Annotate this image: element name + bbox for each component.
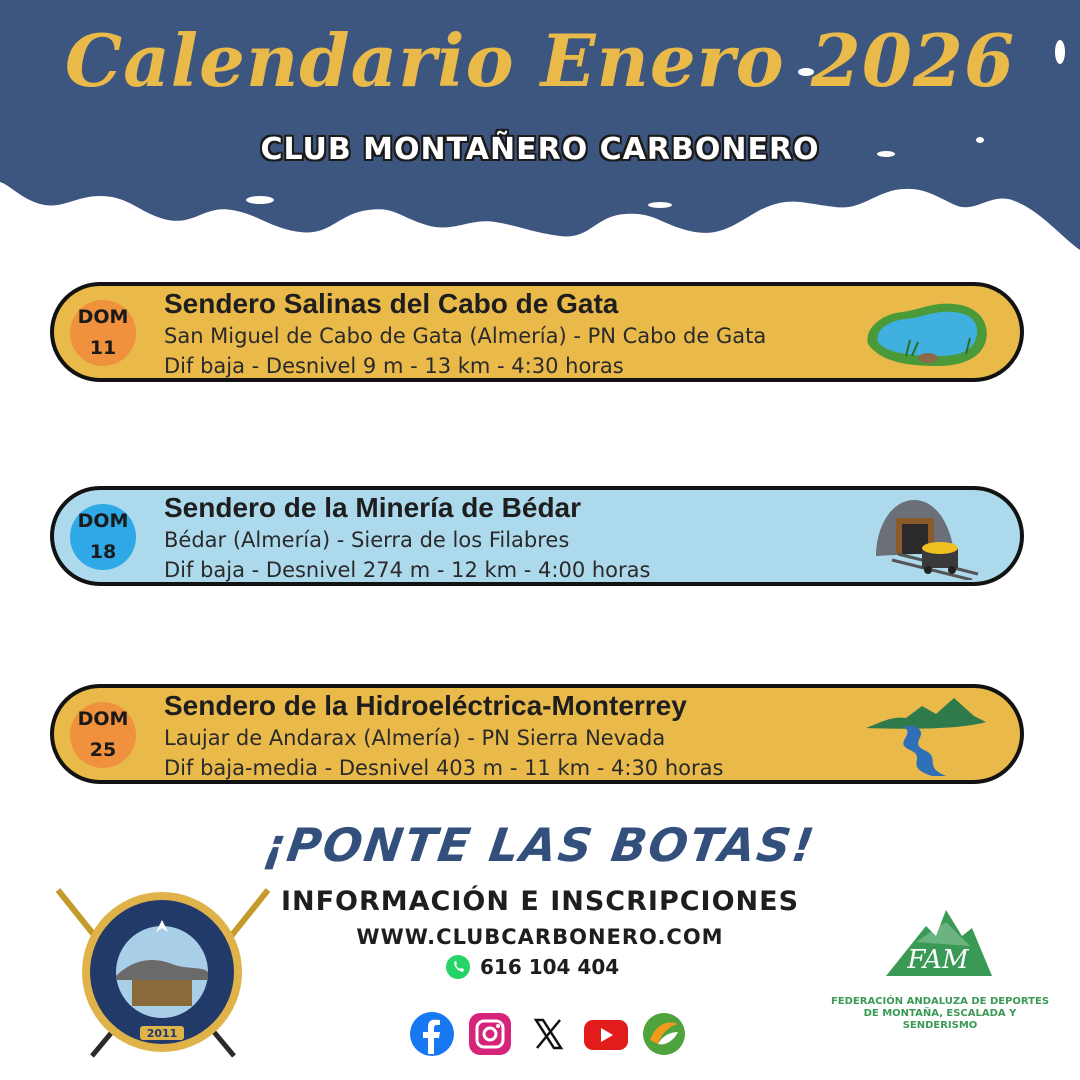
social-links (408, 1010, 688, 1058)
youtube-icon[interactable] (582, 1010, 630, 1058)
event-location: Laujar de Andarax (Almería) - PN Sierra Nevada (164, 726, 666, 750)
event-card[interactable] (50, 486, 1024, 586)
phone-number: 616 104 404 (480, 955, 620, 979)
federation-name-line1: FEDERACIÓN ANDALUZA DE DEPORTES (830, 996, 1050, 1007)
lake-icon (862, 292, 992, 376)
event-location: Bédar (Almería) - Sierra de los Filabres (164, 528, 570, 552)
instagram-icon[interactable] (466, 1010, 514, 1058)
event-details: Dif baja - Desnivel 274 m - 12 km - 4:00 horas (164, 558, 651, 582)
event-location: San Miguel de Cabo de Gata (Almería) - PN Cabo de Gata (164, 324, 767, 348)
event-title: Sendero Salinas del Cabo de Gata (164, 288, 619, 319)
facebook-icon[interactable] (408, 1010, 456, 1058)
website-link[interactable]: WWW.CLUBCARBONERO.COM (356, 925, 724, 949)
slogan: ¡PONTE LAS BOTAS! (260, 818, 820, 872)
event-details: Dif baja-media - Desnivel 403 m - 11 km - 4:30 horas (164, 756, 724, 780)
river-mountain-icon (862, 694, 992, 778)
federation-name (830, 996, 1050, 1032)
club-logo (52, 880, 274, 1060)
date-badge (70, 504, 136, 570)
day-label: DOM (77, 306, 129, 328)
event-details: Dif baja - Desnivel 9 m - 13 km - 4:30 horas (164, 354, 624, 378)
fam-abbr: FAM (907, 945, 969, 975)
federation-name-line2: DE MONTAÑA, ESCALADA Y SENDERISMO (863, 1008, 1017, 1031)
day-number: 25 (89, 739, 117, 761)
page-title: Calendario Enero 2026 (64, 18, 1016, 103)
day-number: 18 (89, 541, 117, 563)
day-label: DOM (77, 510, 129, 532)
whatsapp-icon (444, 953, 472, 981)
wikiloc-icon[interactable] (640, 1010, 688, 1058)
fam-logo (876, 906, 1000, 988)
mine-cart-icon (862, 496, 992, 580)
info-heading: INFORMACIÓN E INSCRIPCIONES (280, 886, 800, 917)
date-badge (70, 300, 136, 366)
phone-contact[interactable] (444, 953, 619, 981)
x-icon[interactable] (524, 1010, 572, 1058)
date-badge (70, 702, 136, 768)
event-card[interactable] (50, 282, 1024, 382)
event-card[interactable] (50, 684, 1024, 784)
event-title: Sendero de la Hidroeléctrica-Monterrey (164, 690, 687, 721)
day-number: 11 (89, 337, 117, 359)
club-logo-year: 2011 (146, 1027, 178, 1040)
event-title: Sendero de la Minería de Bédar (164, 492, 582, 523)
day-label: DOM (77, 708, 129, 730)
club-name: CLUB MONTAÑERO CARBONERO (260, 132, 820, 167)
